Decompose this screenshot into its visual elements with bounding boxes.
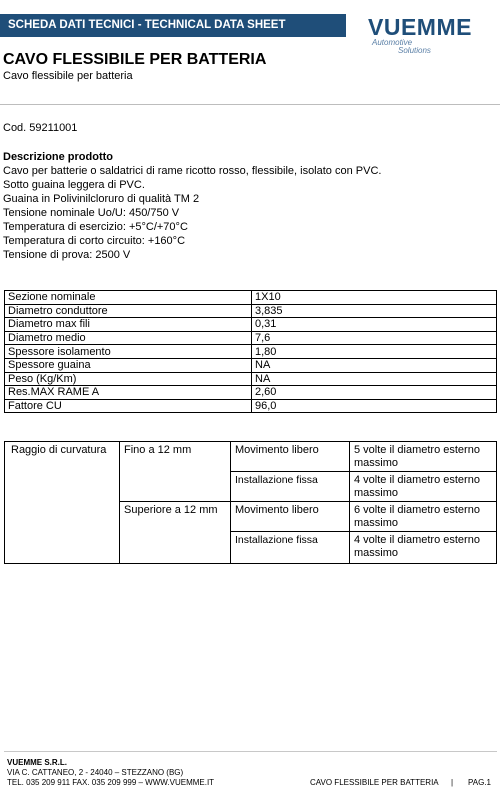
footer-company: VUEMME S.R.L. [7, 758, 68, 767]
spec-label: Diametro conduttore [5, 304, 252, 318]
spec-value: 1X10 [252, 291, 497, 305]
description-line: Temperatura di esercizio: +5°C/+70°C [3, 221, 188, 233]
table-row [5, 345, 497, 359]
table-row [5, 399, 497, 413]
logo-wordmark: VUEMME [368, 14, 472, 40]
table-row [5, 291, 497, 305]
curvature-table [4, 441, 497, 564]
spec-value: NA [252, 372, 497, 386]
curvature-value: 6 volte il diametro esterno massimo [350, 502, 497, 532]
footer-doc-title: CAVO FLESSIBILE PER BATTERIA [310, 778, 439, 787]
company-logo [368, 14, 498, 56]
spec-value: 3,835 [252, 304, 497, 318]
divider [0, 104, 500, 105]
description-line: Guaina in Polivinilcloruro di qualità TM 2 [3, 193, 200, 205]
description-line: Tensione di prova: 2500 V [3, 249, 131, 261]
footer-page-number: PAG.1 [468, 778, 491, 787]
product-code: Cod. 59211001 [3, 122, 78, 134]
table-row [5, 372, 497, 386]
spec-label: Spessore guaina [5, 358, 252, 372]
description-line: Cavo per batterie o saldatrici di rame ricotto rosso, flessibile, isolato con PVC. [3, 165, 382, 177]
table-row [5, 358, 497, 372]
spec-label: Res.MAX RAME A [5, 386, 252, 400]
spec-label: Fattore CU [5, 399, 252, 413]
footer-separator: | [451, 778, 454, 787]
logo-tagline-2: Solutions [398, 46, 431, 55]
description-line: Temperatura di corto circuito: +160°C [3, 235, 186, 247]
footer-divider [4, 751, 497, 752]
table-row [5, 386, 497, 400]
spec-label: Spessore isolamento [5, 345, 252, 359]
product-subtitle: Cavo flessibile per batteria [3, 70, 133, 82]
spec-value: NA [252, 358, 497, 372]
curvature-range: Superiore a 12 mm [120, 502, 231, 564]
curvature-value: 4 volte il diametro esterno massimo [350, 532, 497, 564]
specs-table [4, 290, 497, 413]
curvature-condition: Installazione fissa [231, 472, 350, 502]
spec-value: 0,31 [252, 318, 497, 332]
description-line: Tensione nominale Uo/U: 450/750 V [3, 207, 180, 219]
spec-value: 2,60 [252, 386, 497, 400]
product-title: CAVO FLESSIBILE PER BATTERIA [3, 51, 267, 68]
header-band [0, 14, 346, 37]
spec-label: Peso (Kg/Km) [5, 372, 252, 386]
description-line: Sotto guaina leggera di PVC. [3, 179, 145, 191]
logo-tagline-1: Automotive [372, 38, 413, 47]
description-heading: Descrizione prodotto [3, 151, 114, 163]
product-description [3, 150, 381, 262]
spec-value: 1,80 [252, 345, 497, 359]
curvature-value: 5 volte il diametro esterno massimo [350, 442, 497, 472]
curvature-range: Fino a 12 mm [120, 442, 231, 502]
spec-label: Diametro medio [5, 331, 252, 345]
datasheet-title: SCHEDA DATI TECNICI - TECHNICAL DATA SHEET [8, 19, 286, 31]
table-row [5, 331, 497, 345]
curvature-condition: Movimento libero [231, 502, 350, 532]
table-row [5, 304, 497, 318]
spec-value: 7,6 [252, 331, 497, 345]
table-row [5, 318, 497, 332]
curvature-condition: Installazione fissa [231, 532, 350, 564]
footer-contacts: TEL. 035 209 911 FAX. 035 209 999 – WWW.VUEMME.IT [7, 778, 215, 787]
spec-label: Sezione nominale [5, 291, 252, 305]
spec-value: 96,0 [252, 399, 497, 413]
footer-address: VIA C. CATTANEO, 2 - 24040 – STEZZANO (BG) [7, 768, 184, 777]
curvature-condition: Movimento libero [231, 442, 350, 472]
table-row [5, 442, 497, 472]
curvature-label: Raggio di curvatura [5, 442, 120, 564]
curvature-value: 4 volte il diametro esterno massimo [350, 472, 497, 502]
spec-label: Diametro max fili [5, 318, 252, 332]
